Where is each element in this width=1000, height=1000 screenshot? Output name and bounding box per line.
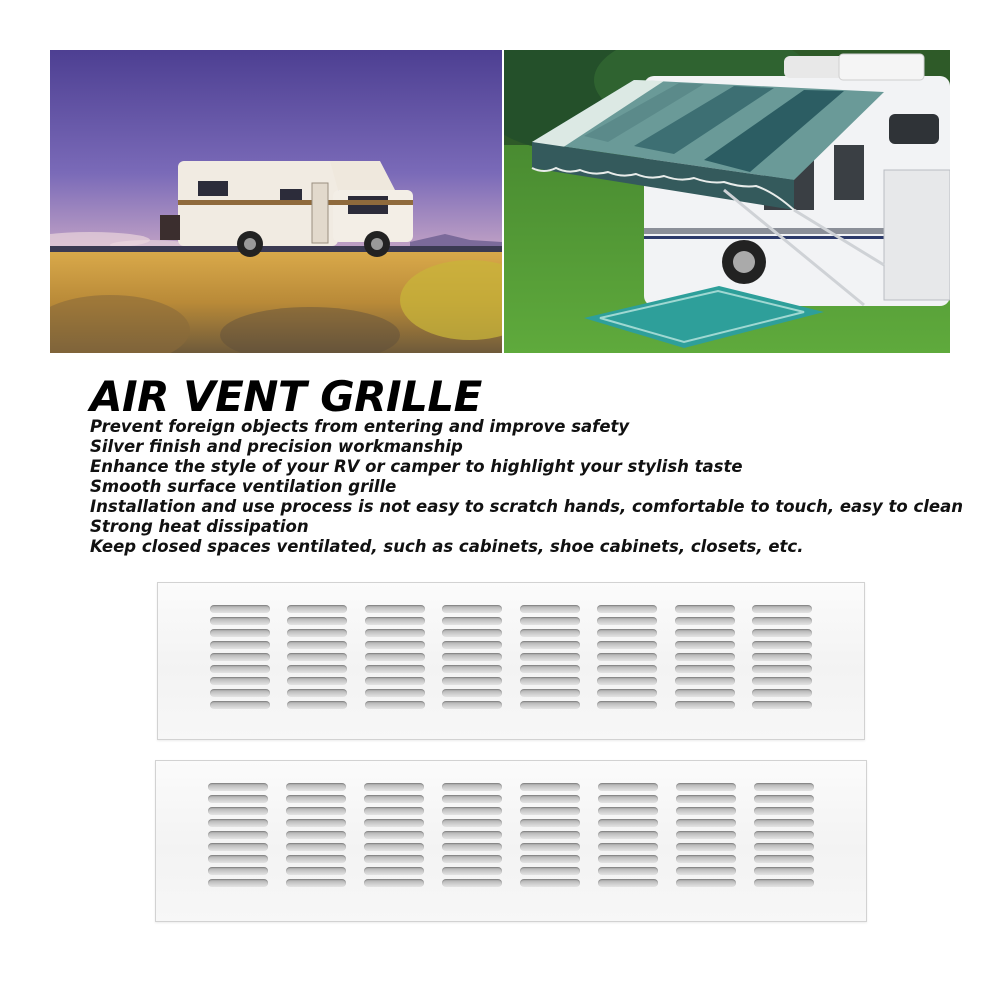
vent-slot (287, 677, 347, 685)
vent-slot-column (364, 783, 424, 887)
vent-slot (364, 855, 424, 863)
vent-slot (597, 689, 657, 697)
feature-item: Prevent foreign objects from entering and improve safety (90, 417, 630, 436)
vent-slot (520, 819, 580, 827)
vent-slot (442, 677, 502, 685)
vent-slot (442, 867, 502, 875)
vent-slot (442, 831, 502, 839)
vent-slot (597, 629, 657, 637)
vent-slot (597, 665, 657, 673)
vent-slot (598, 807, 658, 815)
vent-slot (754, 831, 814, 839)
vent-slot (598, 831, 658, 839)
vent-slot (520, 677, 580, 685)
vent-slot (286, 855, 346, 863)
vent-slot (597, 617, 657, 625)
vent-slot (286, 795, 346, 803)
feature-item: Enhance the style of your RV or camper to highlight your stylish taste (90, 457, 743, 476)
vent-slot (598, 819, 658, 827)
vent-slot (208, 867, 268, 875)
vent-slot (208, 855, 268, 863)
vent-slot (208, 831, 268, 839)
vent-slot (675, 617, 735, 625)
vent-slot (365, 677, 425, 685)
vent-slot (675, 689, 735, 697)
vent-slot (597, 653, 657, 661)
vent-slot (365, 605, 425, 613)
vent-slot (365, 665, 425, 673)
vent-slot (754, 867, 814, 875)
vent-slot (364, 843, 424, 851)
vent-slot (210, 629, 270, 637)
vent-slot (442, 665, 502, 673)
vent-slot-column (598, 783, 658, 887)
vent-grille-bottom (155, 760, 867, 922)
vent-slot (754, 819, 814, 827)
vent-slot (754, 855, 814, 863)
vent-slot (286, 879, 346, 887)
vent-slot (752, 641, 812, 649)
vent-slot (752, 629, 812, 637)
vent-slot (442, 641, 502, 649)
vent-slot-column (520, 783, 580, 887)
vent-slot-column (287, 605, 347, 709)
vent-slot (210, 605, 270, 613)
vent-slot (754, 879, 814, 887)
vent-slot (752, 665, 812, 673)
vent-slot (365, 689, 425, 697)
vent-slot (520, 843, 580, 851)
vent-slot (208, 783, 268, 791)
vent-slot (442, 855, 502, 863)
vent-slot (208, 879, 268, 887)
rv-awning-photo-image (504, 50, 950, 353)
vent-slot (675, 641, 735, 649)
vent-slot (210, 653, 270, 661)
vent-slot (676, 867, 736, 875)
vent-slot (364, 783, 424, 791)
vent-slot (597, 605, 657, 613)
vent-slot (598, 795, 658, 803)
vent-slot (675, 677, 735, 685)
vent-slot-grid (210, 605, 812, 709)
vent-slot-column (208, 783, 268, 887)
vent-slot (365, 701, 425, 709)
vent-slot (676, 795, 736, 803)
vent-grille-top (157, 582, 865, 740)
vent-slot (442, 689, 502, 697)
feature-item: Installation and use process is not easy to scratch hands, comfortable to touch, easy to clean (90, 497, 963, 516)
vent-slot (442, 617, 502, 625)
vent-slot (287, 617, 347, 625)
vent-slot (520, 617, 580, 625)
vent-slot (287, 641, 347, 649)
vent-slot (520, 689, 580, 697)
vent-slot (675, 701, 735, 709)
feature-item: Smooth surface ventilation grille (90, 477, 397, 496)
vent-slot (365, 629, 425, 637)
feature-item: Keep closed spaces ventilated, such as cabinets, shoe cabinets, closets, etc. (90, 537, 804, 556)
product-title: AIR VENT GRILLE (90, 372, 482, 421)
vent-slot (286, 783, 346, 791)
vent-slot (676, 807, 736, 815)
vent-slot (365, 653, 425, 661)
vent-slot (520, 867, 580, 875)
vent-slot (208, 795, 268, 803)
vent-slot (754, 807, 814, 815)
vent-slot (442, 605, 502, 613)
vent-slot (208, 843, 268, 851)
vent-slot (520, 831, 580, 839)
vent-slot (210, 617, 270, 625)
vent-slot (286, 867, 346, 875)
vent-slot (597, 701, 657, 709)
vent-slot (442, 819, 502, 827)
vent-slot (520, 641, 580, 649)
vent-slot (520, 629, 580, 637)
vent-slot (208, 819, 268, 827)
vent-slot (364, 795, 424, 803)
vent-slot (752, 677, 812, 685)
vent-slot-grid (208, 783, 814, 887)
vent-slot (675, 665, 735, 673)
vent-slot (598, 855, 658, 863)
vent-slot (675, 629, 735, 637)
vent-slot (754, 843, 814, 851)
vent-slot (675, 605, 735, 613)
vent-slot-column (597, 605, 657, 709)
vent-slot (520, 783, 580, 791)
vent-slot-column (286, 783, 346, 887)
vent-slot (752, 701, 812, 709)
vent-slot (287, 605, 347, 613)
vent-slot (442, 629, 502, 637)
vent-slot (442, 843, 502, 851)
vent-slot (210, 677, 270, 685)
feature-list (90, 417, 963, 557)
vent-slot (210, 701, 270, 709)
vent-slot (210, 665, 270, 673)
vent-slot (675, 653, 735, 661)
vent-slot (520, 807, 580, 815)
vent-slot-column (520, 605, 580, 709)
vent-slot (752, 605, 812, 613)
vent-slot (364, 807, 424, 815)
vent-slot (597, 677, 657, 685)
vent-slot (676, 843, 736, 851)
vent-slot (598, 879, 658, 887)
vent-slot (210, 641, 270, 649)
vent-slot (286, 831, 346, 839)
vent-slot (676, 879, 736, 887)
rv-desert-photo (50, 50, 502, 353)
vent-slot (364, 879, 424, 887)
vent-slot (752, 617, 812, 625)
vent-slot-column (442, 605, 502, 709)
vent-slot (520, 605, 580, 613)
vent-slot (676, 783, 736, 791)
feature-item: Strong heat dissipation (90, 517, 309, 536)
vent-slot-column (754, 783, 814, 887)
vent-slot (442, 653, 502, 661)
vent-slot (287, 665, 347, 673)
vent-slot (364, 831, 424, 839)
vent-slot (287, 629, 347, 637)
vent-slot (520, 665, 580, 673)
vent-slot (520, 653, 580, 661)
vent-slot (520, 795, 580, 803)
vent-slot (286, 819, 346, 827)
vent-slot-column (442, 783, 502, 887)
vent-slot-column (210, 605, 270, 709)
vent-slot (287, 689, 347, 697)
vent-slot (520, 855, 580, 863)
vent-slot (676, 855, 736, 863)
vent-slot (597, 641, 657, 649)
vent-slot (442, 807, 502, 815)
vent-slot (287, 653, 347, 661)
vent-slot-column (675, 605, 735, 709)
vent-slot (752, 653, 812, 661)
vent-slot (442, 879, 502, 887)
feature-item: Silver finish and precision workmanship (90, 437, 463, 456)
vent-slot (598, 867, 658, 875)
vent-slot (364, 819, 424, 827)
vent-slot (442, 701, 502, 709)
vent-slot-column (676, 783, 736, 887)
vent-slot (754, 783, 814, 791)
vent-slot (364, 867, 424, 875)
vent-slot (442, 795, 502, 803)
vent-slot (365, 617, 425, 625)
vent-slot-column (752, 605, 812, 709)
vent-slot (286, 807, 346, 815)
vent-slot-column (365, 605, 425, 709)
vent-slot (752, 689, 812, 697)
vent-slot (287, 701, 347, 709)
rv-desert-photo-image (50, 50, 502, 353)
vent-slot (676, 831, 736, 839)
rv-awning-photo (504, 50, 950, 353)
vent-slot (598, 783, 658, 791)
vent-slot (286, 843, 346, 851)
vent-slot (520, 879, 580, 887)
vent-slot (210, 689, 270, 697)
vent-slot (676, 819, 736, 827)
vent-slot (598, 843, 658, 851)
vent-slot (520, 701, 580, 709)
vent-slot (208, 807, 268, 815)
vent-slot (365, 641, 425, 649)
vent-slot (442, 783, 502, 791)
vent-slot (754, 795, 814, 803)
